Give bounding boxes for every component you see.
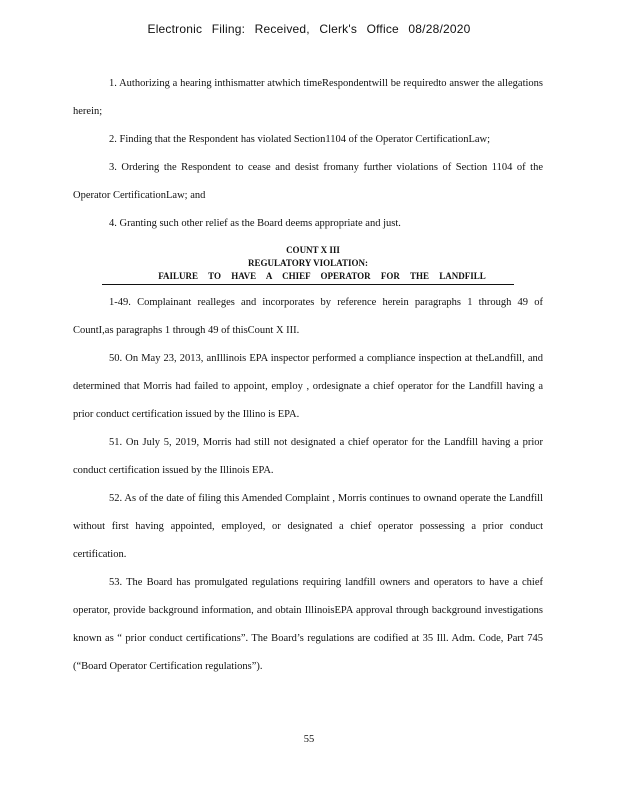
paragraph-1-49: 1-49. Complainant realleges and incorporates by reference herein paragraphs 1 through 49 of CountI,as paragraphs 1 through 49 of thisCount X III. bbox=[73, 297, 543, 336]
count-title: COUNT X III bbox=[286, 245, 340, 255]
paragraph-52: 52. As of the date of filing this Amended Complaint , Morris continues to ownand operate the Landfill without first having appointed, employed, or designated a chief operator possessing a prior conduct certification. bbox=[73, 493, 543, 560]
relief-item-1: 1. Authorizing a hearing inthismatter atwhich timeRespondentwill be requiredto answer the allegations herein; bbox=[73, 78, 543, 117]
count-subtitle: REGULATORY VIOLATION: bbox=[248, 258, 368, 268]
paragraph-53: 53. The Board has promulgated regulations requiring landfill owners and operators to have a chief operator, provide background information, and obtain IllinoisEPA approval through background investigations known as “ prior conduct certifications”. The Board’s regulations are codified at 35 Ill. Adm. Code, Part 745 (“Board Operator Certification regulations”). bbox=[73, 577, 543, 672]
relief-item-4: 4. Granting such other relief as the Board deems appropriate and just. bbox=[109, 218, 401, 229]
page-number: 55 bbox=[303, 734, 315, 745]
relief-item-3: 3. Ordering the Respondent to cease and desist fromany further violations of Section 1104 of the Operator CertificationLaw; and bbox=[73, 162, 543, 201]
relief-item-2: 2. Finding that the Respondent has violated Section1104 of the Operator CertificationLaw; bbox=[109, 134, 491, 145]
count-description: FAILURE TO HAVE A CHIEF OPERATOR FOR THE LANDFILL bbox=[102, 270, 514, 285]
paragraph-50: 50. On May 23, 2013, anIllinois EPA inspector performed a compliance inspection at theLandfill, and determined that Morris had failed to appoint, employ , ordesignate a chief operator for the Landfill having a prior conduct certification issued by the Illino is EPA. bbox=[73, 353, 543, 420]
filing-header: Electronic Filing: Received, Clerk's Office 08/28/2020 bbox=[147, 22, 471, 36]
document-body bbox=[73, 70, 543, 681]
count-heading bbox=[73, 244, 543, 285]
paragraph-51: 51. On July 5, 2019, Morris had still not designated a chief operator for the Landfill having a prior conduct certification issued by the Illinois EPA. bbox=[73, 437, 543, 476]
